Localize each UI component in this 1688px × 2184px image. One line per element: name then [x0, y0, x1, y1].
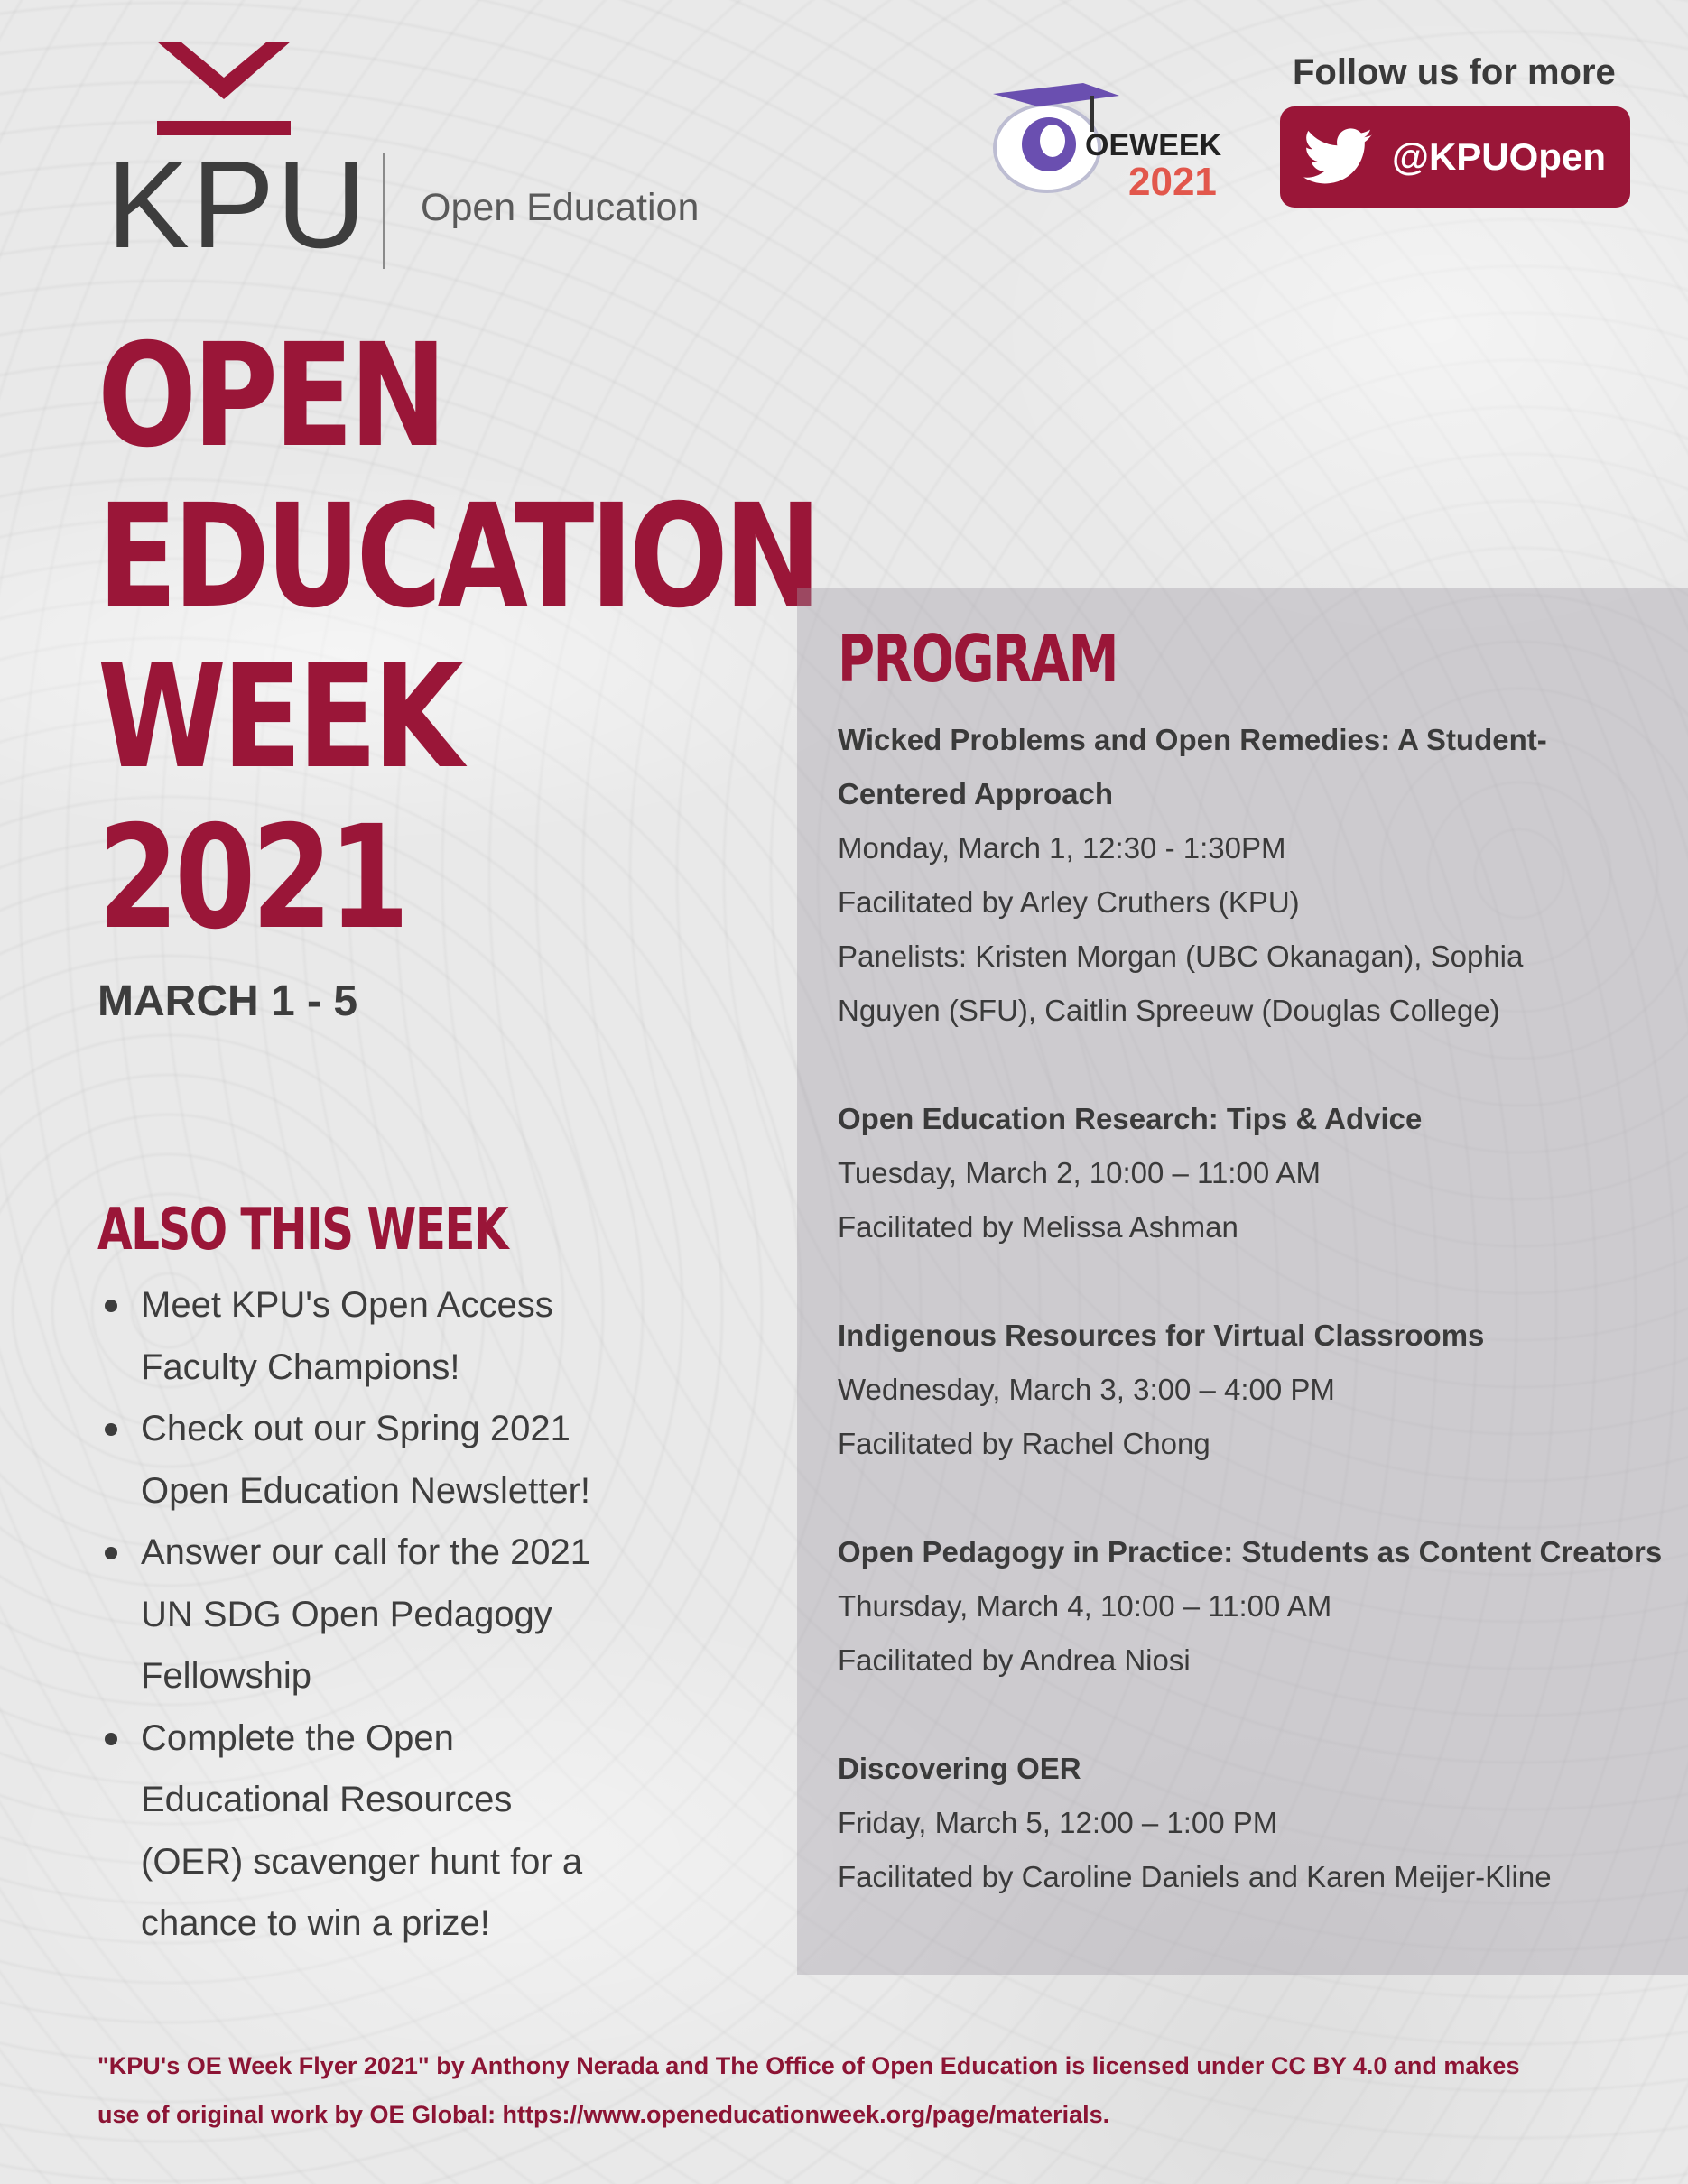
follow-label: Follow us for more — [1293, 52, 1616, 92]
bullet-icon — [105, 1547, 117, 1559]
list-item-line: Answer our call for the 2021 — [141, 1532, 591, 1572]
license-footer — [97, 2041, 1632, 2139]
list-item-line: Open Education Newsletter! — [141, 1470, 591, 1511]
title-line: 2021 — [97, 795, 405, 961]
list-item-line: Check out our Spring 2021 — [141, 1409, 570, 1448]
event-title: Centered Approach — [838, 777, 1113, 810]
event-facilitator: Facilitated by Arley Cruthers (KPU) — [838, 885, 1300, 919]
oeweek-logo-text: OEWEEK — [1085, 128, 1222, 162]
event-time: Friday, March 5, 12:00 – 1:00 PM — [838, 1806, 1278, 1839]
program-event — [838, 1742, 1668, 1904]
event-title: Wicked Problems and Open Remedies: A Student- — [838, 723, 1547, 756]
program-event — [838, 1092, 1668, 1254]
event-time: Wednesday, March 3, 3:00 – 4:00 PM — [838, 1373, 1335, 1406]
logo-divider — [383, 153, 385, 269]
title-line: EDUCATION — [97, 474, 818, 640]
event-time: Thursday, March 4, 10:00 – 11:00 AM — [838, 1589, 1332, 1623]
title-line: OPEN — [97, 313, 443, 479]
event-title: Open Pedagogy in Practice: Students as Content Creators — [838, 1535, 1663, 1569]
twitter-handle: @KPUOpen — [1392, 135, 1606, 178]
program-event — [838, 713, 1668, 1038]
also-this-week-heading: ALSO THIS WEEK — [97, 1197, 508, 1263]
list-item-line: UN SDG Open Pedagogy — [141, 1594, 552, 1634]
event-facilitator: Facilitated by Rachel Chong — [838, 1427, 1210, 1460]
event-facilitator: Facilitated by Andrea Niosi — [838, 1643, 1191, 1677]
list-item — [97, 1398, 630, 1522]
list-item — [97, 1274, 630, 1398]
bullet-icon — [105, 1300, 117, 1312]
list-item-line: Educational Resources — [141, 1780, 513, 1819]
also-this-week-list — [97, 1274, 630, 1955]
event-dates: MARCH 1 - 5 — [97, 977, 358, 1025]
program-heading: PROGRAM — [838, 621, 1118, 697]
program-event — [838, 1525, 1668, 1688]
event-title: Discovering OER — [838, 1752, 1081, 1785]
page-title — [97, 313, 818, 961]
list-item-line: Meet KPU's Open Access — [141, 1285, 553, 1325]
list-item — [97, 1707, 630, 1955]
event-time: Monday, March 1, 12:30 - 1:30PM — [838, 831, 1286, 865]
list-item — [97, 1522, 630, 1707]
kpu-logo-mark — [152, 38, 296, 137]
kpu-logo-text: KPU — [107, 135, 368, 274]
event-title: Open Education Research: Tips & Advice — [838, 1102, 1423, 1135]
title-line: WEEK — [97, 634, 459, 800]
oeweek-logo — [984, 74, 1246, 209]
event-time: Tuesday, March 2, 10:00 – 11:00 AM — [838, 1156, 1322, 1189]
program-events — [838, 713, 1668, 1958]
list-item-line: Fellowship — [141, 1656, 311, 1696]
bullet-icon — [105, 1423, 117, 1436]
twitter-follow-button[interactable] — [1280, 106, 1630, 208]
bullet-icon — [105, 1733, 117, 1745]
event-facilitator: Facilitated by Melissa Ashman — [838, 1210, 1238, 1244]
event-panelists: Nguyen (SFU), Caitlin Spreeuw (Douglas College) — [838, 994, 1500, 1027]
program-event — [838, 1309, 1668, 1471]
footer-line: use of original work by OE Global: https://www.openeducationweek.org/page/materials. — [97, 2101, 1110, 2128]
event-facilitator: Facilitated by Caroline Daniels and Karen Meijer-Kline — [838, 1860, 1552, 1893]
twitter-bird-icon — [1303, 128, 1374, 186]
list-item-line: (OER) scavenger hunt for a — [141, 1841, 583, 1882]
list-item-line: Complete the Open — [141, 1717, 454, 1758]
footer-line: "KPU's OE Week Flyer 2021" by Anthony Nerada and The Office of Open Education is licensed under CC BY 4.0 and makes — [97, 2052, 1520, 2079]
event-panelists: Panelists: Kristen Morgan (UBC Okanagan), Sophia — [838, 939, 1524, 973]
list-item-line: chance to win a prize! — [141, 1903, 490, 1943]
list-item-line: Faculty Champions! — [141, 1346, 460, 1387]
oeweek-logo-year: 2021 — [1128, 160, 1217, 204]
logo-subtitle: Open Education — [421, 186, 700, 229]
event-title: Indigenous Resources for Virtual Classrooms — [838, 1319, 1485, 1352]
